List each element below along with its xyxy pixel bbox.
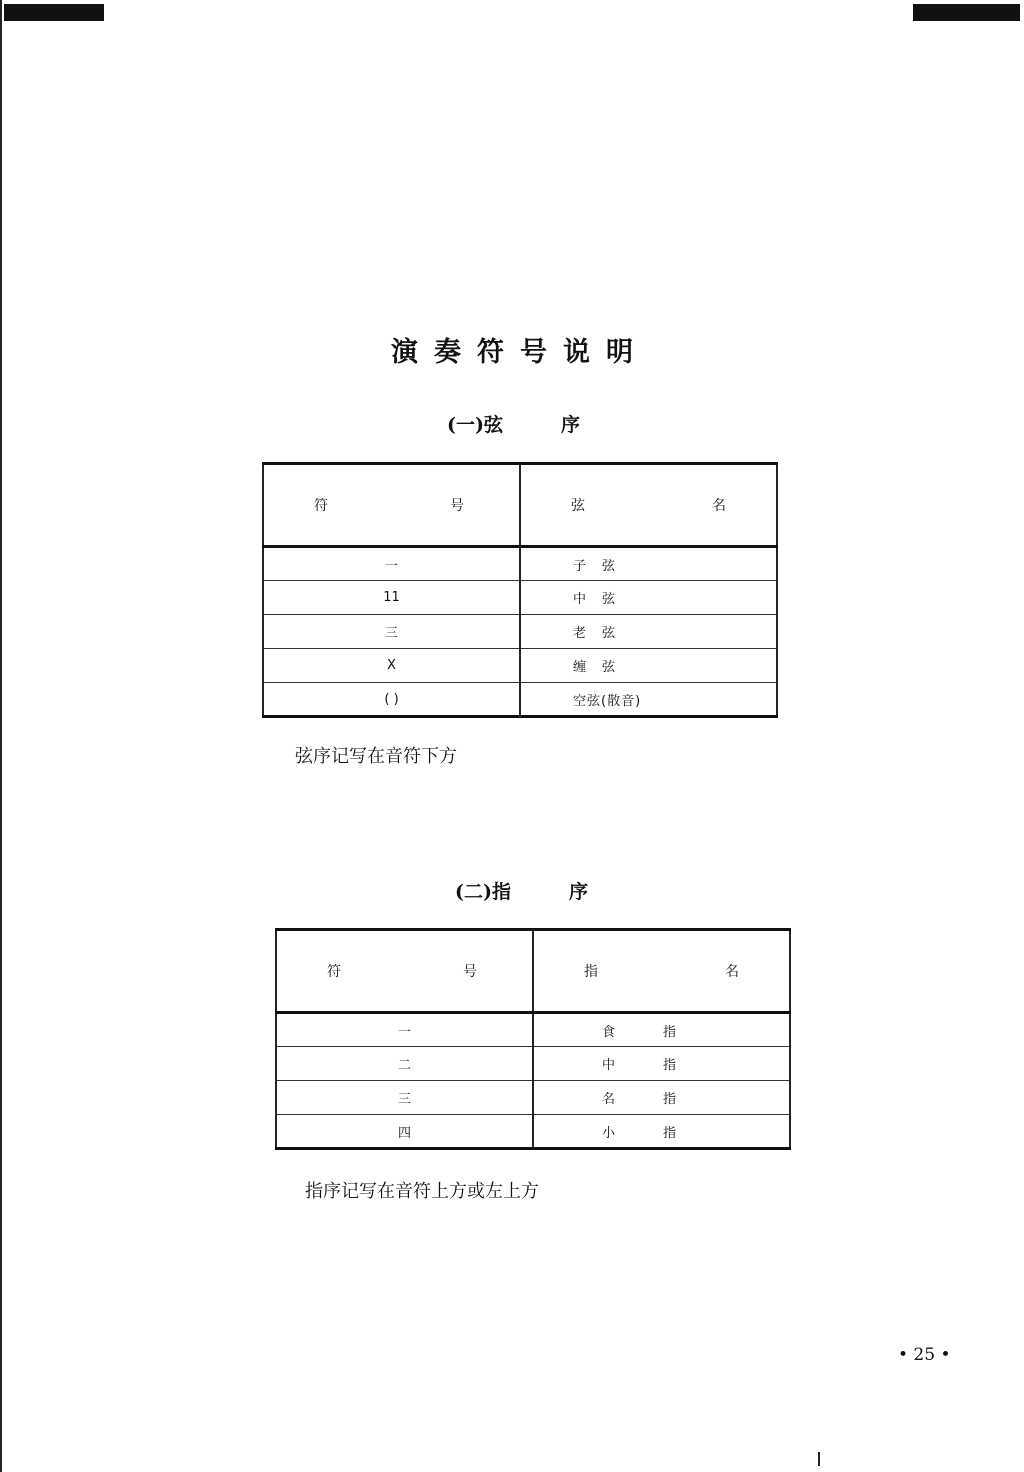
header-name (520, 464, 777, 547)
header-name (533, 930, 790, 1013)
scan-tick-mark (818, 1452, 820, 1466)
header-symbol (276, 930, 533, 1013)
symbol-cell: 一 (276, 1013, 533, 1047)
table-row (263, 649, 777, 683)
header-name-char-2: 名 (725, 964, 739, 980)
name-cell: 老弦 (520, 615, 777, 649)
name-cell: 空弦(散音) (520, 683, 777, 717)
table-row (276, 1115, 790, 1149)
header-symbol-char-2: 号 (450, 498, 464, 514)
table-row (276, 1013, 790, 1047)
symbol-cell: 四 (276, 1115, 533, 1149)
symbol-cell: 一 (263, 547, 520, 581)
symbol-cell: 三 (263, 615, 520, 649)
name-cell: 中弦 (520, 581, 777, 615)
table-row (276, 1047, 790, 1081)
table-row (276, 1081, 790, 1115)
name-cell: 中指 (533, 1047, 790, 1081)
page-number: • 25 • (898, 1345, 951, 1365)
symbol-cell: 三 (276, 1081, 533, 1115)
symbol-cell: 11 (263, 581, 520, 615)
name-cell: 小指 (533, 1115, 790, 1149)
table-header-row (276, 930, 790, 1013)
section-title-string-order (447, 410, 580, 437)
symbol-cell: 二 (276, 1047, 533, 1081)
header-name-char-1: 弦 (571, 498, 585, 514)
table-header-row (263, 464, 777, 547)
header-name-char-2: 名 (712, 498, 726, 514)
section-title-prefix: (二)指 (455, 881, 511, 903)
header-symbol-char-1: 符 (327, 964, 341, 980)
name-cell: 食指 (533, 1013, 790, 1047)
string-order-table (262, 462, 778, 718)
table-row (263, 615, 777, 649)
name-cell: 子弦 (520, 547, 777, 581)
name-cell: 名指 (533, 1081, 790, 1115)
symbol-cell: X (263, 649, 520, 683)
finger-order-table (275, 928, 791, 1150)
section-title-prefix: (一)弦 (447, 414, 503, 436)
header-symbol-char-2: 号 (463, 964, 477, 980)
symbol-cell: ( ) (263, 683, 520, 717)
table-row (263, 581, 777, 615)
scan-mark-left (4, 4, 104, 21)
header-name-char-1: 指 (584, 964, 598, 980)
string-order-note: 弦序记写在音符下方 (295, 746, 457, 767)
section-title-finger-order (455, 877, 588, 904)
table-row (263, 683, 777, 717)
name-cell: 缠弦 (520, 649, 777, 683)
section-title-suffix: 序 (560, 414, 580, 436)
table-row (263, 547, 777, 581)
page-title: 演奏符号说明 (391, 337, 649, 368)
scan-mark-right (913, 4, 1020, 21)
section-title-suffix: 序 (568, 881, 588, 903)
page-edge (0, 0, 2, 1472)
header-symbol (263, 464, 520, 547)
finger-order-note: 指序记写在音符上方或左上方 (305, 1181, 539, 1202)
header-symbol-char-1: 符 (314, 498, 328, 514)
